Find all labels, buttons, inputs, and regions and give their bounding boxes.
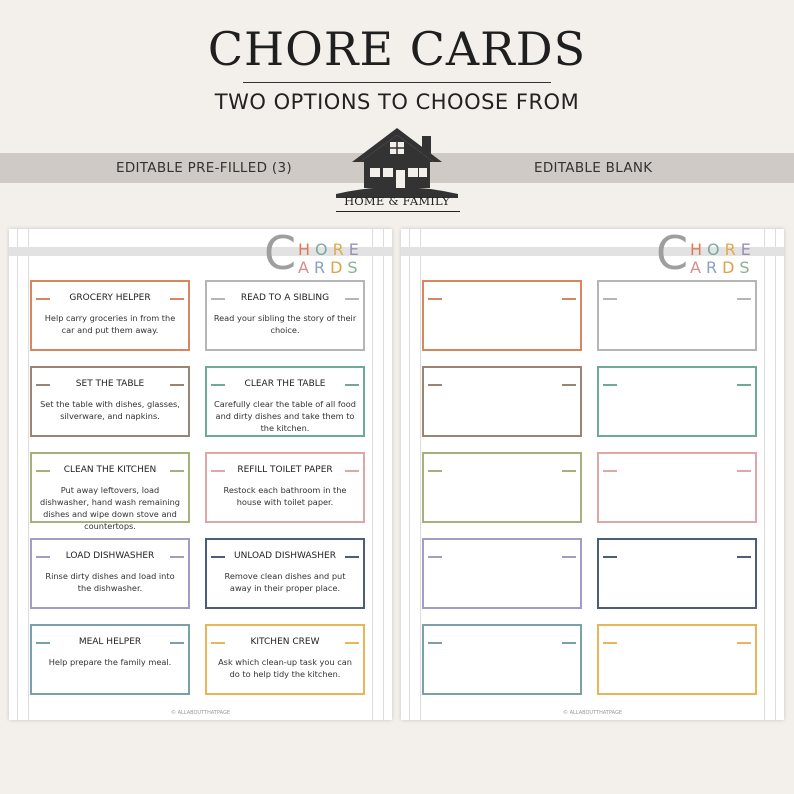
logo-text: HOME & FAMILY <box>344 194 450 208</box>
page-title: CHORE CARDS <box>207 22 587 76</box>
title-rule <box>243 82 551 83</box>
sheet-blank <box>401 226 784 720</box>
brand-letter-2: R <box>724 240 741 259</box>
brand-word-2 <box>690 259 755 277</box>
brand-letter-1: O <box>315 240 333 259</box>
blank-card <box>422 366 582 437</box>
brand-letter-3: S <box>347 258 363 277</box>
trim-line <box>28 229 29 720</box>
card-description: Rinse dirty dishes and load into the dishwasher. <box>45 571 175 593</box>
brand-letter-1: O <box>707 240 725 259</box>
blank-card <box>597 538 757 609</box>
brand-letter: C <box>264 226 297 280</box>
chore-card <box>30 538 190 609</box>
page-subtitle: TWO OPTIONS TO CHOOSE FROM <box>214 90 580 114</box>
logo-underline <box>336 211 460 212</box>
chore-card <box>205 624 365 695</box>
brand-letter-3: E <box>740 240 756 259</box>
trim-line <box>383 229 384 720</box>
card-tick <box>737 470 751 472</box>
card-tick <box>562 384 576 386</box>
card-title: CLEAR THE TABLE <box>244 379 326 389</box>
card-tick <box>603 556 617 558</box>
trim-line <box>372 229 373 720</box>
card-title: LOAD DISHWASHER <box>65 551 155 561</box>
brand-letter-0: H <box>690 240 708 259</box>
brand-letter-2: D <box>722 258 740 277</box>
chore-cards-logo <box>264 226 374 280</box>
chore-cards-logo <box>656 226 766 280</box>
blank-card <box>422 538 582 609</box>
card-title: KITCHEN CREW <box>250 637 320 647</box>
blank-card <box>597 280 757 351</box>
chore-card <box>30 366 190 437</box>
brand-letter-3: S <box>739 258 755 277</box>
sheet-prefilled <box>9 226 392 720</box>
brand-letter-3: E <box>348 240 364 259</box>
brand-word-1 <box>690 241 756 259</box>
brand-letter: C <box>656 226 689 280</box>
trim-line <box>420 229 421 720</box>
card-tick <box>428 556 442 558</box>
card-description: Carefully clear the table of all food and dirty dishes and take them to the kitchen. <box>214 399 356 433</box>
brand-letter-0: A <box>298 258 314 277</box>
chore-card <box>30 280 190 351</box>
trim-line <box>409 229 410 720</box>
card-title: REFILL TOILET PAPER <box>237 465 333 475</box>
blank-card <box>422 280 582 351</box>
card-tick <box>428 642 442 644</box>
card-tick <box>737 384 751 386</box>
card-tick <box>737 556 751 558</box>
card-tick <box>562 556 576 558</box>
chore-card <box>205 538 365 609</box>
card-tick <box>603 642 617 644</box>
card-title: MEAL HELPER <box>78 637 142 647</box>
blank-card <box>597 366 757 437</box>
card-tick <box>562 298 576 300</box>
card-tick <box>562 642 576 644</box>
brand-word-1 <box>298 241 364 259</box>
card-description: Help carry groceries in from the car and put them away. <box>44 313 176 335</box>
brand-letter-1: R <box>705 258 723 277</box>
card-tick <box>737 642 751 644</box>
card-description: Put away leftovers, load dishwasher, hand wash remaining dishes and wipe down stove and countertops. <box>39 485 180 531</box>
chore-card <box>30 452 190 531</box>
trim-line <box>764 229 765 720</box>
card-tick <box>428 298 442 300</box>
blank-card <box>597 452 757 523</box>
chore-card <box>205 366 365 437</box>
chore-card <box>30 624 190 695</box>
blank-card <box>597 624 757 695</box>
option-label-blank: EDITABLE BLANK <box>534 160 653 176</box>
brand-letter-1: R <box>313 258 331 277</box>
card-description: Remove clean dishes and put away in their proper place. <box>224 571 346 593</box>
brand-letter-2: R <box>332 240 349 259</box>
brand-letter-2: D <box>330 258 348 277</box>
card-tick <box>737 298 751 300</box>
card-tick <box>603 470 617 472</box>
trim-line <box>17 229 18 720</box>
card-title: GROCERY HELPER <box>69 293 151 303</box>
trim-line <box>775 229 776 720</box>
card-title: READ TO A SIBLING <box>240 293 330 303</box>
card-tick <box>562 470 576 472</box>
card-description: Read your sibling the story of their choice. <box>213 313 357 335</box>
card-title: SET THE TABLE <box>75 379 145 389</box>
card-tick <box>428 470 442 472</box>
card-title: UNLOAD DISHWASHER <box>234 551 336 561</box>
brand-letter-0: A <box>690 258 706 277</box>
card-tick <box>428 384 442 386</box>
card-description: Ask which clean-up task you can do to help tidy the kitchen. <box>218 657 352 679</box>
card-description: Set the table with dishes, glasses, silverware, and napkins. <box>40 399 180 421</box>
option-label-prefilled: EDITABLE PRE-FILLED (3) <box>116 160 292 176</box>
chore-card <box>205 280 365 351</box>
card-description: Help prepare the family meal. <box>48 657 172 667</box>
copyright: © ALLABOUTTHATPAGE <box>563 710 622 716</box>
chore-card <box>205 452 365 523</box>
blank-card <box>422 452 582 523</box>
brand-word-2 <box>298 259 363 277</box>
card-title: CLEAN THE KITCHEN <box>63 465 157 475</box>
card-description: Restock each bathroom in the house with toilet paper. <box>223 485 347 507</box>
card-tick <box>603 384 617 386</box>
copyright: © ALLABOUTTHATPAGE <box>171 710 230 716</box>
blank-card <box>422 624 582 695</box>
brand-letter-0: H <box>298 240 316 259</box>
card-tick <box>603 298 617 300</box>
